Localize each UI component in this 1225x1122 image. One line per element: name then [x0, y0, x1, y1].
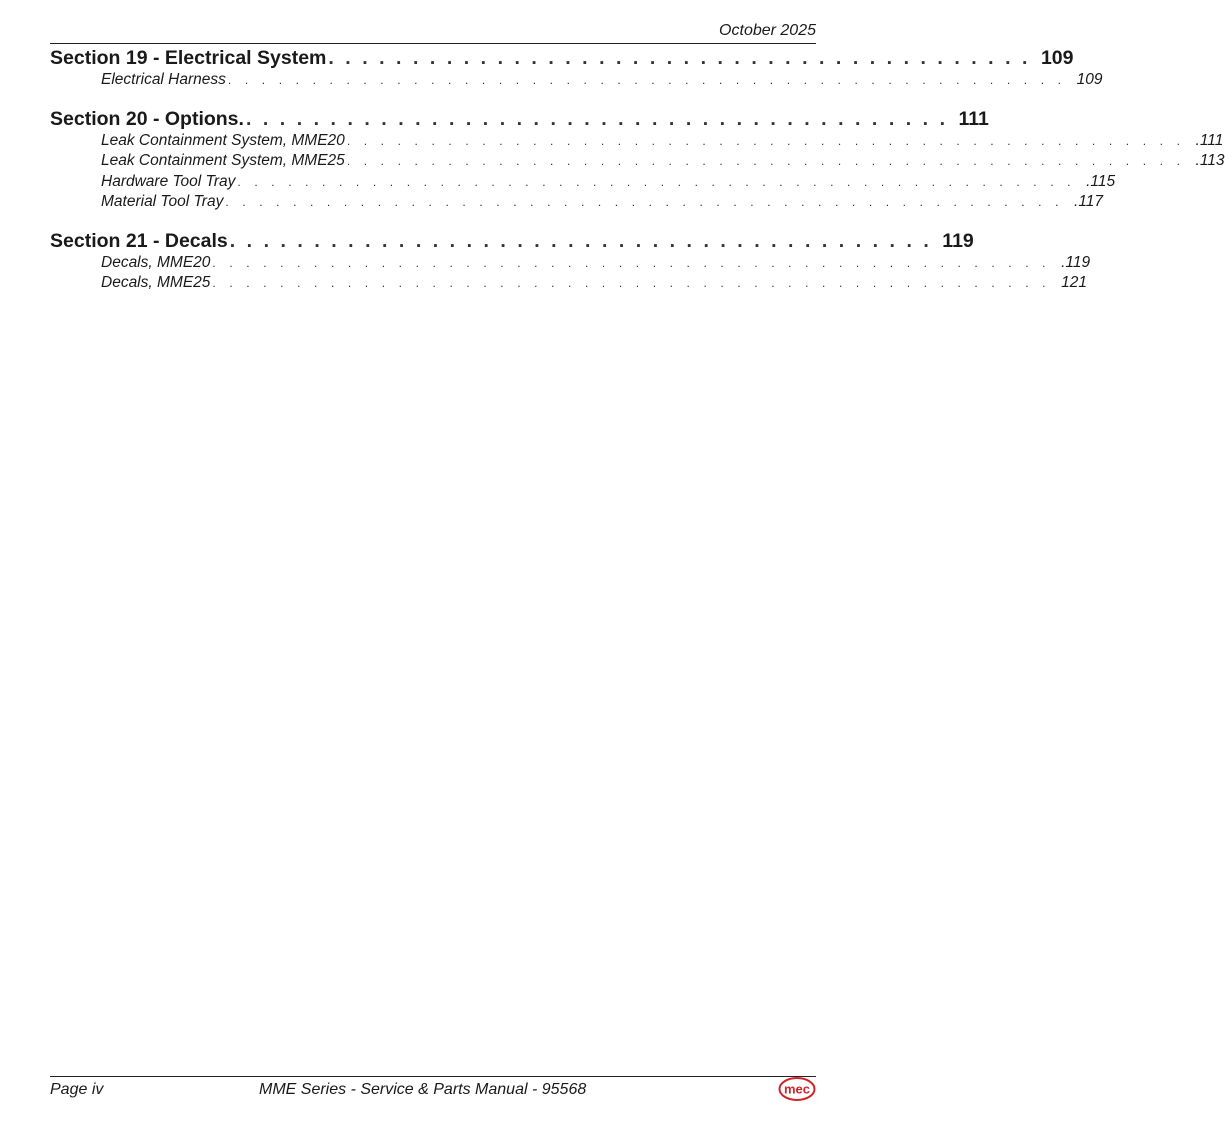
entry-page-number: 109 [1076, 71, 1103, 88]
toc-entry[interactable] [50, 172, 1116, 193]
entry-page-number: 121 [1061, 274, 1087, 291]
header-rule [50, 43, 816, 44]
entry-title: Decals, MME20 [101, 253, 211, 271]
entry-page-number: .119 [1061, 253, 1091, 271]
toc-entry[interactable] [50, 192, 1104, 213]
dot-leader: .......................................... [328, 47, 1039, 69]
svg-text:mec: mec [783, 1081, 811, 1097]
dot-leader: .................................................. [237, 174, 1085, 189]
entry-title: Electrical Harness [101, 71, 226, 88]
dot-leader: .................................................. [227, 73, 1075, 87]
toc-section-21 [50, 229, 1091, 294]
entry-page-number: .113 [1195, 152, 1225, 169]
section-title: Section 19 - Electrical System [50, 47, 327, 69]
footer-page-label: Page iv [50, 1081, 104, 1098]
mec-logo [778, 1076, 816, 1102]
dot-leader: .......................................... [229, 229, 941, 252]
dot-leader: .................................................. [346, 154, 1194, 168]
toc-section-19 [50, 46, 1103, 91]
toc-entry[interactable] [50, 151, 1225, 172]
toc-section-heading[interactable] [50, 107, 989, 131]
entry-title: Hardware Tool Tray [101, 172, 236, 190]
entry-title: Leak Containment System, MME20 [101, 131, 345, 149]
dot-leader: .......................................... [245, 107, 957, 130]
toc-entry[interactable] [50, 131, 1224, 152]
footer-manual-title: MME Series - Service & Parts Manual - 95568 [259, 1081, 587, 1098]
mec-logo-icon [778, 1076, 816, 1102]
toc-section-heading[interactable] [50, 46, 1074, 70]
toc-entry[interactable] [50, 273, 1087, 294]
toc-entry[interactable] [50, 70, 1103, 91]
table-of-contents [50, 46, 1225, 310]
entry-title: Material Tool Tray [101, 193, 224, 210]
entry-title: Leak Containment System, MME25 [101, 152, 345, 169]
dot-leader: .................................................. [212, 276, 1060, 290]
footer-rule [50, 1076, 816, 1077]
dot-leader: .................................................. [225, 195, 1073, 209]
entry-page-number: .115 [1086, 172, 1116, 190]
toc-entry[interactable] [50, 253, 1091, 274]
entry-title: Decals, MME25 [101, 274, 211, 291]
section-title: Section 20 - Options. [50, 107, 244, 130]
entry-page-number: .111 [1195, 131, 1224, 149]
section-page-number: 109 [1040, 47, 1074, 69]
entry-page-number: .117 [1074, 193, 1104, 210]
dot-leader: .................................................. [346, 133, 1194, 148]
dot-leader: .................................................. [212, 255, 1060, 270]
toc-section-20 [50, 107, 1225, 213]
section-page-number: 111 [958, 107, 989, 130]
header-date: October 2025 [719, 22, 816, 39]
section-title: Section 21 - Decals [50, 229, 228, 252]
toc-section-heading[interactable] [50, 229, 974, 253]
section-page-number: 119 [942, 229, 974, 252]
